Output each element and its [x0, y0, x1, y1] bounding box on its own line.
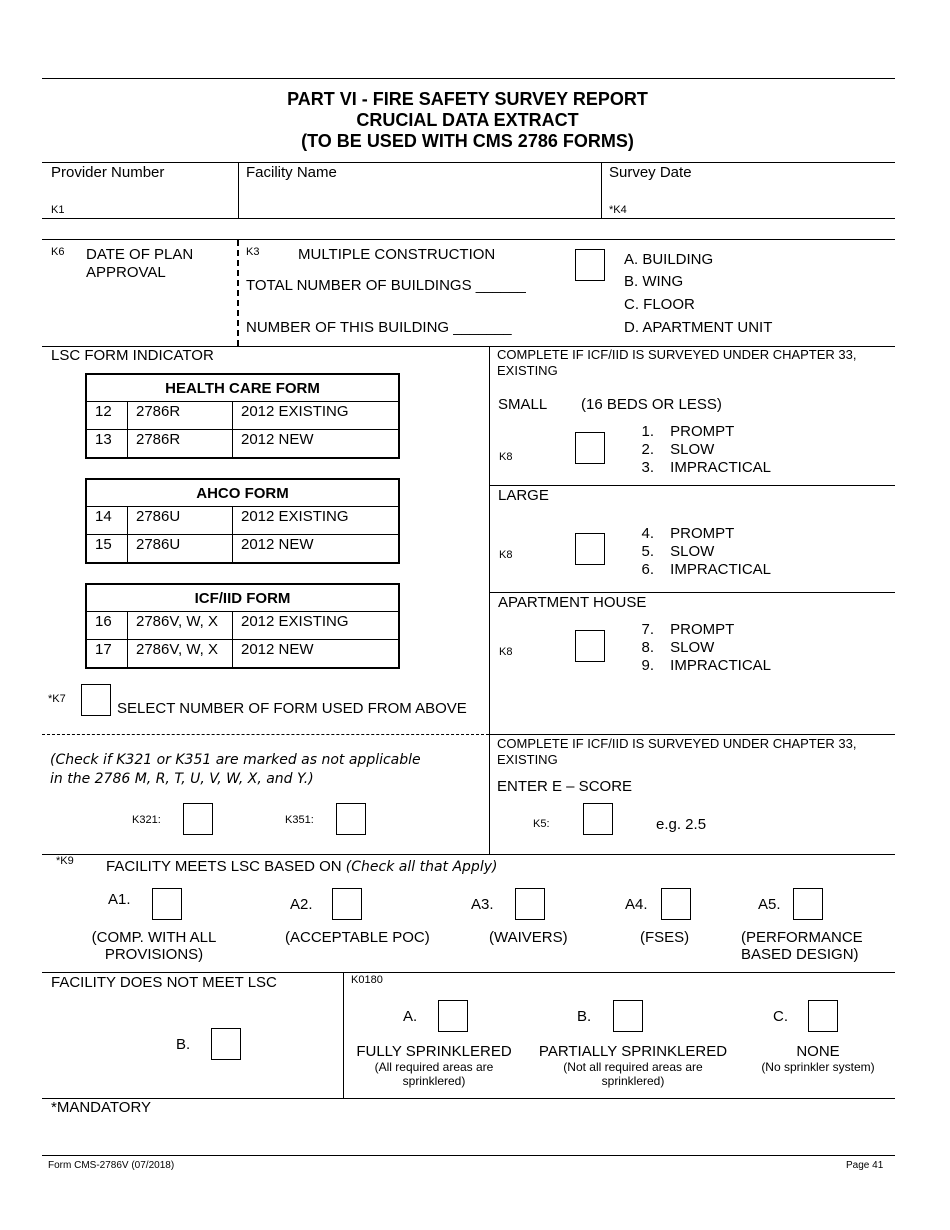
form-id: Form CMS-2786V (07/2018): [48, 1160, 175, 1171]
provider-number-field[interactable]: [44, 184, 234, 216]
divider: [601, 162, 602, 218]
small-note: (16 BEDS OR LESS): [581, 396, 722, 413]
survey-date-field[interactable]: [640, 184, 890, 216]
list-item: 5. SLOW: [641, 543, 715, 560]
ahco-form-title: AHCO FORM: [86, 479, 399, 507]
small-label: SMALL: [498, 396, 548, 413]
a2-label: A2.: [290, 896, 313, 913]
k9-label-text: FACILITY MEETS LSC BASED ON: [106, 858, 342, 875]
k7-select-label: SELECT NUMBER OF FORM USED FROM ABOVE: [117, 700, 467, 717]
k9-label: [106, 858, 497, 877]
escore-header-2: EXISTING: [497, 752, 558, 767]
k351-checkbox[interactable]: [336, 803, 366, 835]
k8-code-apartment: K8: [499, 646, 513, 658]
not-meet-checkbox[interactable]: [211, 1028, 241, 1060]
check-na-note-2: in the 2786 M, R, T, U, V, W, X, and Y.): [50, 771, 314, 787]
plan-approval-label-1: DATE OF PLAN: [86, 246, 194, 263]
icf-iid-form-title: ICF/IID FORM: [86, 584, 399, 612]
form-type: 2012 EXISTING: [233, 402, 400, 430]
rule: [489, 734, 895, 735]
rule: [42, 239, 895, 240]
footer-rule: [42, 1155, 895, 1156]
form-type: 2012 NEW: [233, 430, 400, 459]
icf-iid-form-table: [85, 583, 400, 669]
survey-date-code: *K4: [609, 204, 627, 216]
list-item: 4. PROMPT: [641, 525, 735, 542]
small-options-list: [626, 423, 771, 477]
option-apartment-unit: D. APARTMENT UNIT: [624, 319, 773, 336]
large-evac-checkbox[interactable]: [575, 533, 605, 565]
k3-code: K3: [246, 246, 260, 258]
fully-sprinklered-note-1: (All required areas are: [374, 1060, 494, 1074]
rule: [489, 592, 895, 593]
mandatory-note: *MANDATORY: [51, 1099, 152, 1116]
k7-code: *K7: [48, 693, 66, 705]
this-building-label: NUMBER OF THIS BUILDING _______: [246, 319, 512, 336]
apartment-options-list: [626, 621, 771, 675]
rule: [42, 1098, 895, 1099]
large-label: LARGE: [498, 487, 549, 504]
enter-escore-label: ENTER E – SCORE: [497, 778, 633, 795]
table-row: [86, 507, 399, 535]
sprinkler-b-label: B.: [577, 1008, 592, 1025]
form-number: 16: [86, 612, 128, 640]
plan-approval-label-2: APPROVAL: [86, 264, 166, 281]
list-item: 9. IMPRACTICAL: [641, 657, 772, 674]
list-item: 8. SLOW: [641, 639, 715, 656]
chapter33-header-1: COMPLETE IF ICF/IID IS SURVEYED UNDER CHAPTER 33,: [497, 347, 857, 362]
apartment-evac-checkbox[interactable]: [575, 630, 605, 662]
a3-label: A3.: [471, 896, 494, 913]
check-na-note-1: (Check if K321 or K351 are marked as not applicable: [50, 752, 421, 768]
escore-header-1: COMPLETE IF ICF/IID IS SURVEYED UNDER CHAPTER 33,: [497, 736, 857, 751]
option-building: A. BUILDING: [624, 251, 714, 268]
provider-code: K1: [51, 204, 65, 216]
form-type: 2012 NEW: [233, 535, 400, 564]
form-number: 15: [86, 535, 128, 564]
table-row: [86, 640, 399, 669]
form-id: 2786V, W, X: [128, 640, 233, 669]
table-row: [86, 402, 399, 430]
rule: [42, 162, 895, 163]
apartment-house-label: APARTMENT HOUSE: [498, 594, 647, 611]
no-sprinkler-title: NONE: [796, 1043, 840, 1060]
dashed-divider: [237, 240, 239, 346]
top-rule: [42, 78, 895, 79]
option-floor: C. FLOOR: [624, 296, 695, 313]
list-item: 2. SLOW: [641, 441, 715, 458]
fully-sprinklered-note-2: sprinklered): [402, 1074, 466, 1088]
list-item: 3. IMPRACTICAL: [641, 459, 772, 476]
k9-code: *K9: [56, 855, 74, 867]
large-options-list: [626, 525, 771, 579]
a3-description: (WAIVERS): [489, 929, 568, 946]
facility-name-field[interactable]: [242, 184, 597, 216]
a5-description-1: (PERFORMANCE: [741, 929, 863, 946]
a1-label: A1.: [108, 891, 131, 908]
a4-description: (FSES): [640, 929, 690, 946]
escore-example: e.g. 2.5: [656, 816, 707, 833]
partially-sprinklered-checkbox[interactable]: [613, 1000, 643, 1032]
form-id: 2786V, W, X: [128, 612, 233, 640]
form-type: 2012 NEW: [233, 640, 400, 669]
form-type: 2012 EXISTING: [233, 612, 400, 640]
chapter33-header-2: EXISTING: [497, 363, 558, 378]
form-number: 13: [86, 430, 128, 459]
small-evac-checkbox[interactable]: [575, 432, 605, 464]
option-wing: B. WING: [624, 273, 684, 290]
survey-date-label: Survey Date: [609, 164, 692, 181]
form-id: 2786U: [128, 535, 233, 564]
k351-label: K351:: [285, 814, 314, 826]
partially-sprinklered-title: PARTIALLY SPRINKLERED: [538, 1043, 728, 1060]
a5-description-2: BASED DESIGN): [741, 946, 859, 963]
not-meet-b-label: B.: [176, 1036, 191, 1053]
health-care-form-title: HEALTH CARE FORM: [86, 374, 399, 402]
fully-sprinklered-title: FULLY SPRINKLERED: [356, 1043, 512, 1060]
total-buildings-label: TOTAL NUMBER OF BUILDINGS ______: [246, 277, 526, 294]
k6-code: K6: [51, 246, 65, 258]
sprinkler-a-label: A.: [403, 1008, 418, 1025]
a1-description-2: PROVISIONS): [104, 946, 204, 963]
lsc-form-indicator-label: LSC FORM INDICATOR: [51, 347, 214, 364]
a1-checkbox[interactable]: [152, 888, 182, 920]
does-not-meet-label: FACILITY DOES NOT MEET LSC: [51, 974, 277, 991]
form-id: 2786U: [128, 507, 233, 535]
list-item: 6. IMPRACTICAL: [641, 561, 772, 578]
fully-sprinklered-checkbox[interactable]: [438, 1000, 468, 1032]
rule: [42, 854, 895, 855]
k0180-code: K0180: [351, 974, 383, 986]
k8-code-large: K8: [499, 549, 513, 561]
sprinkler-c-label: C.: [773, 1008, 788, 1025]
divider: [238, 162, 239, 218]
no-sprinkler-checkbox[interactable]: [808, 1000, 838, 1032]
rule: [42, 218, 895, 219]
k321-checkbox[interactable]: [183, 803, 213, 835]
list-item: 7. PROMPT: [641, 621, 735, 638]
partially-sprinklered-note-2: sprinklered): [601, 1074, 665, 1088]
page-title-line1: PART VI - FIRE SAFETY SURVEY REPORT: [287, 89, 648, 109]
a4-checkbox[interactable]: [661, 888, 691, 920]
no-sprinkler-note: (No sprinkler system): [761, 1060, 875, 1074]
health-care-form-table: [85, 373, 400, 459]
k9-label-note: (Check all that Apply): [345, 859, 498, 875]
k7-form-number-box[interactable]: [81, 684, 111, 716]
form-number: 17: [86, 640, 128, 669]
partially-sprinklered-note-1: (Not all required areas are: [563, 1060, 703, 1074]
table-row: [86, 430, 399, 459]
a2-description: (ACCEPTABLE POC): [285, 929, 430, 946]
construction-checkbox[interactable]: [575, 249, 605, 281]
a5-label: A5.: [758, 896, 781, 913]
a5-checkbox[interactable]: [793, 888, 823, 920]
table-row: [86, 535, 399, 564]
a1-description-1: (COMP. WITH ALL: [91, 929, 217, 946]
facility-name-label: Facility Name: [246, 164, 337, 181]
page-number: Page 41: [846, 1160, 884, 1171]
escore-input-box[interactable]: [583, 803, 613, 835]
page-title-line2: CRUCIAL DATA EXTRACT: [356, 110, 579, 130]
form-id: 2786R: [128, 430, 233, 459]
a3-checkbox[interactable]: [515, 888, 545, 920]
form-number: 12: [86, 402, 128, 430]
k5-label: K5:: [533, 818, 550, 830]
multiple-construction-label: MULTIPLE CONSTRUCTION: [298, 246, 496, 263]
divider: [489, 346, 490, 854]
rule: [42, 972, 895, 973]
a4-label: A4.: [625, 896, 648, 913]
provider-number-label: Provider Number: [51, 164, 165, 181]
k8-code-small: K8: [499, 451, 513, 463]
rule: [489, 485, 895, 486]
form-number: 14: [86, 507, 128, 535]
ahco-form-table: [85, 478, 400, 564]
a2-checkbox[interactable]: [332, 888, 362, 920]
form-type: 2012 EXISTING: [233, 507, 400, 535]
table-row: [86, 612, 399, 640]
dashed-rule: [42, 734, 489, 735]
page-title-line3: (TO BE USED WITH CMS 2786 FORMS): [301, 131, 634, 151]
form-id: 2786R: [128, 402, 233, 430]
list-item: 1. PROMPT: [641, 423, 735, 440]
k321-label: K321:: [132, 814, 161, 826]
divider: [343, 972, 344, 1098]
